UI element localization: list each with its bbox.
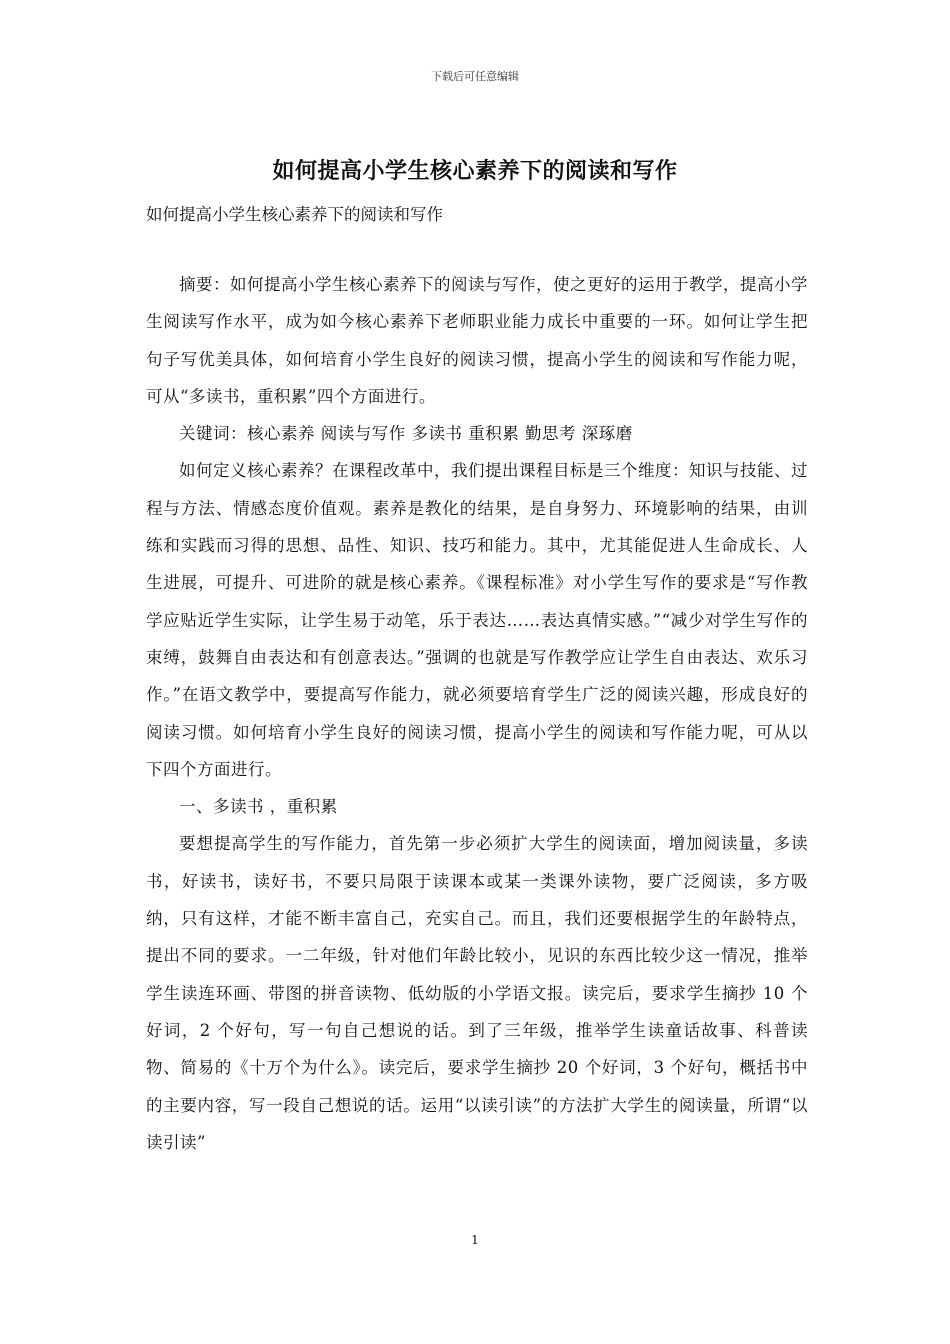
section-paragraph: 要想提高学生的写作能力，首先第一步必须扩大学生的阅读面，增加阅读量，多读书，好读书，读好书，不要只局限于读课本或某一类课外读物，要广泛阅读，多方吸纳，只有这样，才能不断丰富自己，充实自己。而且，我们还要根据学生的年龄特点，提出不同的要求。一二年级，针对他们年龄比较小，见识的东西比较少这一情况，推举学生读连环画、带图的拼音读物、低幼版的小学语文报。读完后，要求学生摘抄 10 个好词，2 个好句，写一句自己想说的话。到了三年级，推举学生读童话故事、科普读物、简易的《十万个为什么》。读完后，要求学生摘抄 20 个好词，3 个好句，概括书中的主要内容，写一段自己想说的话。运用“以读引读”的方法扩大学生的阅读量，所谓“以读引读” <box>146 834 808 1152</box>
document-body <box>146 266 808 1161</box>
intro-paragraph: 如何定义核心素养？在课程改革中，我们提出课程目标是三个维度：知识与技能、过程与方法、情感态度价值观。素养是教化的结果，是自身努力、环境影响的结果，由训练和实践而习得的思想、品性、知识、技巧和能力。其中，尤其能促进人生命成长、人生进展，可提升、可进阶的就是核心素养。《课程标准》对小学生写作的要求是“写作教学应贴近学生实际，让学生易于动笔，乐于表达……表达真情实感。”“减少对学生写作的束缚，鼓舞自由表达和有创意表达。”强调的也就是写作教学应让学生自由表达、欢乐习作。”在语文教学中，要提高写作能力，就必须要培育学生广泛的阅读兴趣，形成良好的阅读习惯。如何培育小学生良好的阅读习惯，提高小学生的阅读和写作能力呢，可从以下四个方面进行。 <box>146 461 808 779</box>
page-number: 1 <box>471 1233 479 1247</box>
document-subtitle: 如何提高小学生核心素养下的阅读和写作 <box>146 205 443 224</box>
section-heading: 一、多读书 ，重积累 <box>179 797 338 817</box>
keywords-paragraph: 关键词：核心素养 阅读与写作 多读书 重积累 勤思考 深琢磨 <box>179 424 633 444</box>
header-note: 下载后可任意编辑 <box>431 70 519 83</box>
document-title: 如何提高小学生核心素养下的阅读和写作 <box>272 158 678 184</box>
abstract-paragraph: 摘要：如何提高小学生核心素养下的阅读与写作，使之更好的运用于教学，提高小学生阅读写作水平，成为如今核心素养下老师职业能力成长中重要的一环。如何让学生把句子写优美具体，如何培育小学生良好的阅读习惯，提高小学生的阅读和写作能力呢，可从“多读书，重积累”四个方面进行。 <box>146 275 808 406</box>
